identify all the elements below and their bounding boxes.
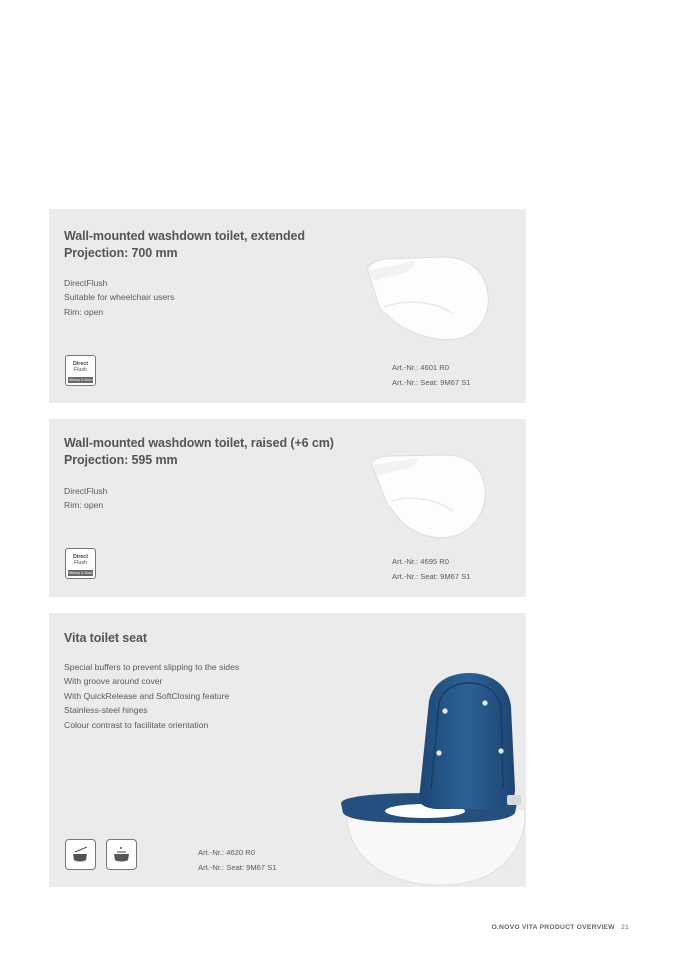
footer-title: O.NOVO VITA PRODUCT OVERVIEW [491,924,615,931]
badge-line2: Flush [74,367,87,373]
badge-line1: Direct [72,554,88,560]
article-number: Art.-Nr.: 4620 R0 [198,848,255,857]
product-title-line1: Wall-mounted washdown toilet, raised (+6 cm) [64,436,334,450]
feature-item: With QuickRelease and SoftClosing feature [64,690,230,701]
product-title [64,228,305,262]
article-number: Art.-Nr.: 4695 R0 [392,557,449,566]
blue-toilet-seat-image [339,671,526,887]
feature-item: Colour contrast to facilitate orientation [64,719,209,730]
quick-release-icon [65,839,96,870]
article-numbers [392,555,471,584]
feature-item: Rim: open [64,306,104,317]
product-projection: Projection: 700 mm [64,246,178,260]
page-footer [491,924,629,931]
toilet-product-image [364,249,494,349]
product-card-extended-toilet [49,209,526,403]
article-numbers [198,846,277,875]
feature-item: DirectFlush [64,486,108,496]
directflush-badge [65,355,96,386]
product-projection: Projection: 595 mm [64,453,178,467]
product-card-toilet-seat [49,613,526,887]
product-title-line1: Wall-mounted washdown toilet, extended [64,229,305,243]
page-number: 21 [621,924,629,931]
badge-line2: Flush [74,560,87,566]
soft-closing-icon [106,839,137,870]
product-card-raised-toilet [49,419,526,597]
badge-brand-strip: Villeroy & Boch [68,571,93,575]
soft-closing-glyph [113,846,131,863]
seat-article-number: Art.-Nr.: Seat: 9M67 S1 [392,571,471,581]
feature-list [64,660,239,732]
article-numbers [392,361,471,390]
seat-article-number: Art.-Nr.: Seat: 9M67 S1 [198,862,277,872]
feature-list [64,484,107,513]
feature-list [64,276,174,319]
product-title [64,435,334,469]
seat-article-number: Art.-Nr.: Seat: 9M67 S1 [392,377,471,387]
directflush-badge [65,548,96,579]
feature-item: Rim: open [64,500,104,511]
feature-item: DirectFlush [64,278,108,288]
toilet-product-image [369,449,489,549]
badge-brand-strip: Villeroy & Boch [68,378,93,382]
feature-item: Special buffers to prevent slipping to the sides [64,662,240,672]
product-title: Vita toilet seat [64,631,147,645]
badge-line1: Direct [72,361,88,367]
feature-item: Stainless-steel hinges [64,705,148,716]
quick-release-glyph [72,847,90,863]
article-number: Art.-Nr.: 4601 R0 [392,363,449,372]
feature-item: With groove around cover [64,676,163,687]
feature-item: Suitable for wheelchair users [64,292,175,303]
